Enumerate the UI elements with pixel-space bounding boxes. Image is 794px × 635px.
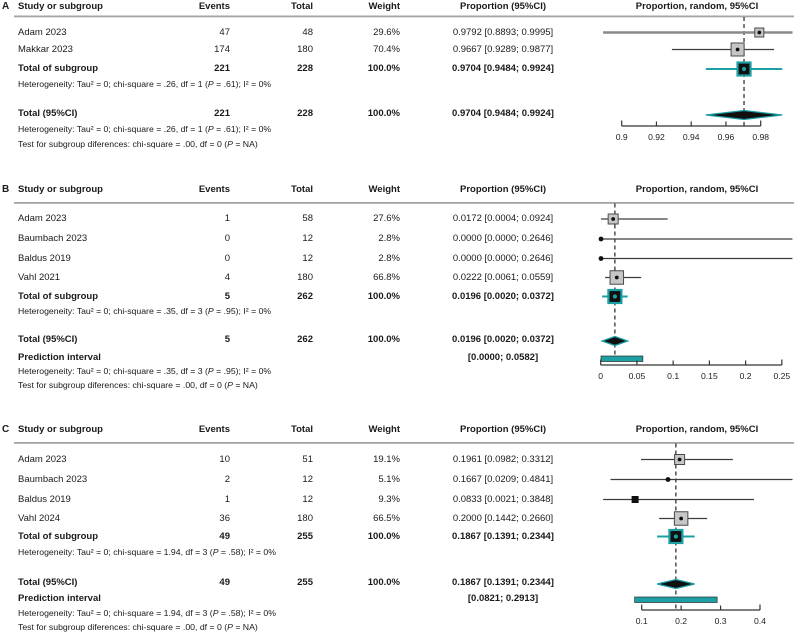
total-value: 228 xyxy=(297,63,313,74)
weight-value: 100.0% xyxy=(367,63,400,74)
x-axis-tick-label: 0.25 xyxy=(773,371,791,381)
weight-value: 100.0% xyxy=(367,530,400,542)
heterogeneity-note: Heterogeneity: Tau² = 0; chi-square = 1.94, df = 3 (P = .58); I² = 0% xyxy=(18,546,276,557)
weight-value: 19.1% xyxy=(373,453,400,465)
x-axis-tick-label: 0.92 xyxy=(648,132,665,142)
proportion-ci-value: 0.1867 [0.1391; 0.2344] xyxy=(452,530,554,542)
proportion-ci-value: 0.0222 [0.0061; 0.0559] xyxy=(452,271,554,283)
x-axis-tick-label: 0.98 xyxy=(752,132,770,142)
weight-value: 70.4% xyxy=(373,43,400,55)
study-name: Vahl 2024 xyxy=(18,512,61,524)
col-header-events: Events xyxy=(198,1,230,12)
total-value: 12 xyxy=(302,233,313,244)
heterogeneity-note: Test for subgroup diferences: chi-square = .00, df = 0 (P = NA) xyxy=(18,622,258,632)
total-value: 48 xyxy=(302,26,313,38)
row-label: Total (95%CI) xyxy=(18,577,78,588)
heterogeneity-note: Heterogeneity: Tau² = 0; chi-square = .26, df = 1 (P = .61); I² = 0% xyxy=(18,79,272,89)
total-value: 12 xyxy=(302,493,313,505)
events-value: 5 xyxy=(224,334,230,345)
x-axis-tick-label: 0.94 xyxy=(682,132,700,142)
total-value: 255 xyxy=(297,530,313,542)
total-value: 262 xyxy=(297,290,313,302)
proportion-ci-value: 0.0172 [0.0004; 0.0924] xyxy=(452,213,554,224)
events-value: 47 xyxy=(219,26,230,38)
row-label: Prediction interval xyxy=(18,592,101,604)
weight-value: 100.0% xyxy=(367,108,400,119)
col-header-weight: Weight xyxy=(368,184,400,195)
panel-label: B xyxy=(2,184,10,195)
heterogeneity-note: Test for subgroup diferences: chi-square = .00, df = 0 (P = NA) xyxy=(18,138,258,149)
weight-value: 2.8% xyxy=(378,233,400,244)
weight-value: 5.1% xyxy=(378,473,400,485)
weight-value: 2.8% xyxy=(378,252,400,264)
x-axis-tick-label: 0.9 xyxy=(615,132,628,142)
col-header-total: Total xyxy=(291,184,313,195)
proportion-ci-value: 0.0833 [0.0021; 0.3848] xyxy=(452,493,554,505)
total-value: 12 xyxy=(302,473,313,485)
events-value: 1 xyxy=(224,213,230,224)
study-name: Adam 2023 xyxy=(18,213,67,224)
total-value: 255 xyxy=(297,577,313,588)
col-header-weight: Weight xyxy=(368,424,400,435)
weight-value: 66.8% xyxy=(373,271,400,283)
col-header-plot: Proportion, random, 95%CI xyxy=(635,1,759,12)
heterogeneity-note: Test for subgroup diferences: chi-square = .00, df = 0 (P = NA) xyxy=(18,379,258,390)
study-name: Baumbach 2023 xyxy=(18,473,88,485)
total-value: 12 xyxy=(302,252,313,264)
total-value: 180 xyxy=(297,271,313,283)
panel-label: A xyxy=(2,1,10,12)
row-label: Total of subgroup xyxy=(18,530,99,542)
total-value: 51 xyxy=(302,453,313,465)
proportion-ci-value: 0.1667 [0.0209; 0.4841] xyxy=(452,473,554,485)
proportion-ci-value: [0.0821; 0.2913] xyxy=(467,592,539,604)
proportion-ci-value: 0.9667 [0.9289; 0.9877] xyxy=(452,43,554,55)
study-name: Baumbach 2023 xyxy=(18,233,88,244)
weight-value: 66.5% xyxy=(373,512,400,524)
proportion-ci-value: 0.1867 [0.1391; 0.2344] xyxy=(452,577,554,588)
row-label: Total (95%CI) xyxy=(18,334,78,345)
x-axis-tick-label: 0.2 xyxy=(675,616,688,626)
heterogeneity-note: Heterogeneity: Tau² = 0; chi-square = 1.94, df = 3 (P = .58); I² = 0% xyxy=(18,608,276,618)
weight-value: 100.0% xyxy=(367,290,400,302)
panel-label: C xyxy=(2,424,10,435)
heterogeneity-note: Heterogeneity: Tau² = 0; chi-square = .35, df = 3 (P = .95); I² = 0% xyxy=(18,366,272,376)
x-axis-tick-label: 0.1 xyxy=(635,616,648,626)
proportion-ci-value: [0.0000; 0.0582] xyxy=(467,351,539,363)
events-value: 49 xyxy=(219,577,230,588)
weight-value: 100.0% xyxy=(367,334,400,345)
events-value: 221 xyxy=(214,63,230,74)
proportion-ci-value: 0.0000 [0.0000; 0.2646] xyxy=(452,233,554,244)
total-value: 262 xyxy=(297,334,313,345)
weight-value: 29.6% xyxy=(373,26,400,38)
study-name: Makkar 2023 xyxy=(18,43,73,55)
study-name: Baldus 2019 xyxy=(18,252,71,264)
proportion-ci-value: 0.9792 [0.8893; 0.9995] xyxy=(452,26,554,38)
weight-value: 27.6% xyxy=(373,213,400,224)
events-value: 221 xyxy=(214,108,230,119)
study-name: Vahl 2021 xyxy=(18,271,61,283)
col-header-plot: Proportion, random, 95%CI xyxy=(635,184,759,195)
row-label: Total (95%CI) xyxy=(18,108,78,119)
x-axis-tick-label: 0.96 xyxy=(717,132,735,142)
events-value: 36 xyxy=(219,512,230,524)
events-value: 1 xyxy=(224,493,230,505)
col-header-total: Total xyxy=(291,424,313,435)
col-header-proportion: Proportion (95%CI) xyxy=(459,1,547,12)
weight-value: 100.0% xyxy=(367,577,400,588)
proportion-ci-value: 0.9704 [0.9484; 0.9924] xyxy=(452,108,554,119)
events-value: 10 xyxy=(219,453,230,465)
events-value: 5 xyxy=(224,290,230,302)
events-value: 0 xyxy=(224,252,230,264)
x-axis-tick-label: 0.15 xyxy=(701,371,718,381)
total-value: 58 xyxy=(302,213,313,224)
study-name: Adam 2023 xyxy=(18,453,67,465)
study-name: Baldus 2019 xyxy=(18,493,71,505)
x-axis-tick-label: 0 xyxy=(598,371,604,381)
col-header-events: Events xyxy=(198,184,230,195)
study-name: Adam 2023 xyxy=(18,26,67,38)
events-value: 174 xyxy=(214,43,230,55)
total-value: 228 xyxy=(297,108,313,119)
proportion-ci-value: 0.1961 [0.0982; 0.3312] xyxy=(452,453,554,465)
proportion-ci-value: 0.2000 [0.1442; 0.2660] xyxy=(452,512,554,524)
proportion-ci-value: 0.0000 [0.0000; 0.2646] xyxy=(452,252,554,264)
row-label: Prediction interval xyxy=(18,351,101,363)
events-value: 4 xyxy=(224,271,230,283)
col-header-plot: Proportion, random, 95%CI xyxy=(635,424,759,435)
row-label: Total of subgroup xyxy=(18,63,99,74)
x-axis-tick-label: 0.2 xyxy=(739,371,752,381)
x-axis-tick-label: 0.4 xyxy=(754,616,766,626)
proportion-ci-value: 0.9704 [0.9484; 0.9924] xyxy=(452,63,554,74)
col-header-events: Events xyxy=(198,424,230,435)
col-header-total: Total xyxy=(291,1,313,12)
weight-value: 9.3% xyxy=(378,493,400,505)
proportion-ci-value: 0.0196 [0.0020; 0.0372] xyxy=(452,290,554,302)
events-value: 2 xyxy=(224,473,230,485)
heterogeneity-note: Heterogeneity: Tau² = 0; chi-square = .35, df = 3 (P = .95); I² = 0% xyxy=(18,306,272,316)
col-header-proportion: Proportion (95%CI) xyxy=(459,424,547,435)
proportion-ci-value: 0.0196 [0.0020; 0.0372] xyxy=(452,334,554,345)
col-header-proportion: Proportion (95%CI) xyxy=(459,184,547,195)
x-axis-tick-label: 0.1 xyxy=(667,371,680,381)
x-axis-tick-label: 0.05 xyxy=(628,371,646,381)
events-value: 49 xyxy=(219,530,230,542)
total-value: 180 xyxy=(297,43,313,55)
total-value: 180 xyxy=(297,512,313,524)
col-header-study: Study or subgroup xyxy=(18,184,103,195)
col-header-study: Study or subgroup xyxy=(18,424,103,435)
row-label: Total of subgroup xyxy=(18,290,99,302)
heterogeneity-note: Heterogeneity: Tau² = 0; chi-square = .26, df = 1 (P = .61); I² = 0% xyxy=(18,124,272,134)
x-axis-tick-label: 0.3 xyxy=(714,616,727,626)
col-header-weight: Weight xyxy=(368,1,400,12)
events-value: 0 xyxy=(224,233,230,244)
col-header-study: Study or subgroup xyxy=(18,1,103,12)
